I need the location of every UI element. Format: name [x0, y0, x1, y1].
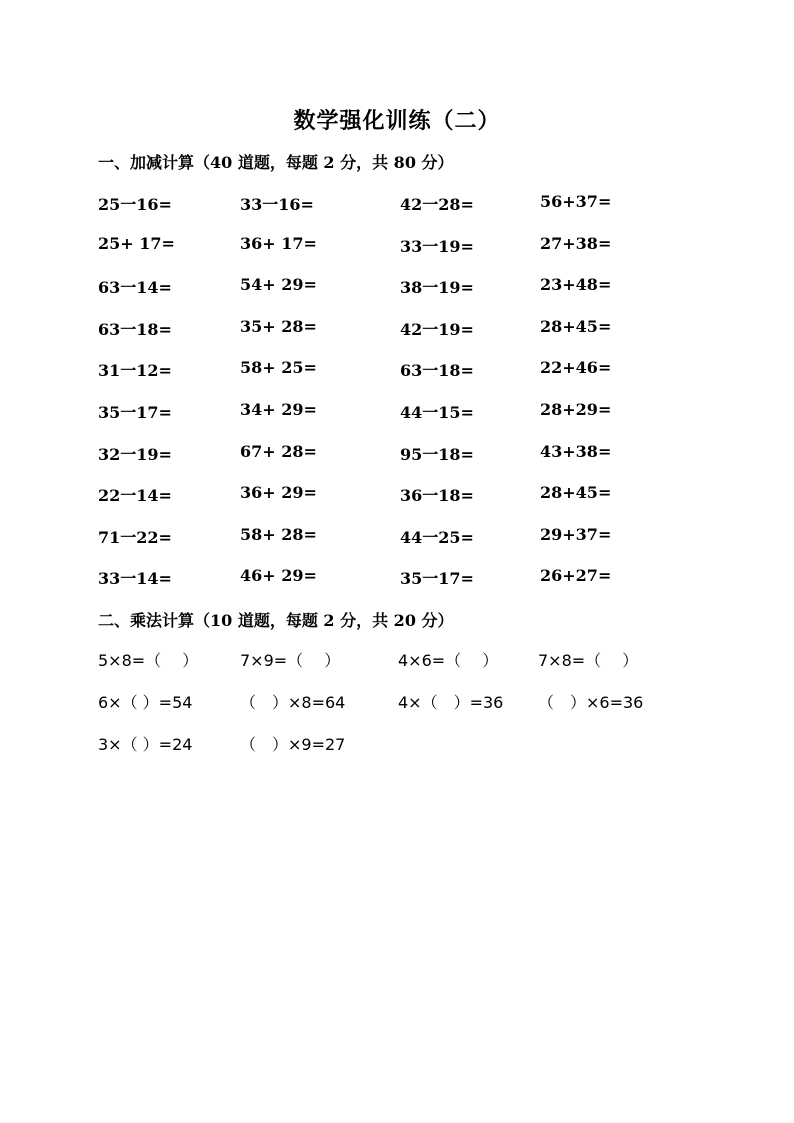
problem-item: 63一18=: [400, 361, 474, 381]
multiplication-item: 6×（ ）=54: [98, 693, 193, 712]
problem-item: 22+46=: [540, 358, 612, 378]
problem-item: 32一19=: [98, 444, 172, 464]
problem-item: 36+ 29=: [240, 483, 317, 503]
multiplication-item: 3×（ ）=24: [98, 735, 193, 754]
problem-item: 44一15=: [400, 403, 474, 422]
multiplication-item: （ ）×8=64: [240, 693, 346, 712]
problem-item: 43+38=: [540, 441, 612, 461]
problem-item: 42一19=: [400, 319, 474, 339]
problem-item: 67+ 28=: [240, 441, 317, 461]
section-heading-multiplication: 二、乘法计算（10 道题，每题 2 分，共 20 分）: [98, 611, 454, 630]
problem-item: 33一16=: [240, 195, 314, 214]
problem-item: 29+37=: [540, 524, 612, 544]
problem-item: 33一14=: [98, 569, 172, 589]
problem-item: 46+ 29=: [240, 566, 317, 586]
problem-item: 25+ 17=: [98, 233, 175, 253]
problem-item: 38一19=: [400, 278, 474, 298]
problem-item: 27+38=: [540, 233, 612, 253]
problem-item: 42一28=: [400, 195, 474, 214]
problem-item: 95一18=: [400, 444, 474, 464]
multiplication-item: （ ）×9=27: [240, 735, 346, 754]
section-heading-add-subtract: 一、加减计算（40 道题，每题 2 分，共 80 分）: [98, 153, 454, 172]
problem-item: 44一25=: [400, 527, 474, 547]
problem-item: 34+ 29=: [240, 400, 317, 419]
multiplication-item: （ ）×6=36: [538, 693, 644, 712]
multiplication-item: 5×8=（ ）: [98, 651, 199, 670]
multiplication-item: 7×8=（ ）: [538, 651, 639, 670]
problem-item: 25一16=: [98, 195, 172, 214]
multiplication-item: 4×（ ）=36: [398, 693, 504, 712]
problem-item: 54+ 29=: [240, 275, 317, 295]
problem-item: 33一19=: [400, 236, 474, 256]
problem-item: 22一14=: [98, 486, 172, 506]
problem-item: 36一18=: [400, 486, 474, 506]
problem-item: 63一18=: [98, 319, 172, 339]
problem-item: 35一17=: [400, 569, 474, 589]
problem-item: 58+ 25=: [240, 358, 317, 378]
problem-item: 36+ 17=: [240, 233, 317, 253]
problem-item: 28+45=: [540, 316, 612, 336]
problem-item: 35一17=: [98, 403, 172, 422]
page-title: 数学强化训练（二）: [293, 108, 501, 134]
problem-item: 28+29=: [540, 400, 612, 419]
problem-item: 58+ 28=: [240, 524, 317, 544]
problem-item: 28+45=: [540, 483, 612, 503]
problem-item: 35+ 28=: [240, 316, 317, 336]
problem-item: 31一12=: [98, 361, 172, 381]
problem-item: 63一14=: [98, 278, 172, 298]
multiplication-item: 4×6=（ ）: [398, 651, 499, 670]
problem-item: 26+27=: [540, 566, 612, 586]
multiplication-item: 7×9=（ ）: [240, 651, 341, 670]
problem-item: 71一22=: [98, 527, 172, 547]
problem-item: 23+48=: [540, 275, 612, 295]
problem-item: 56+37=: [540, 192, 612, 211]
